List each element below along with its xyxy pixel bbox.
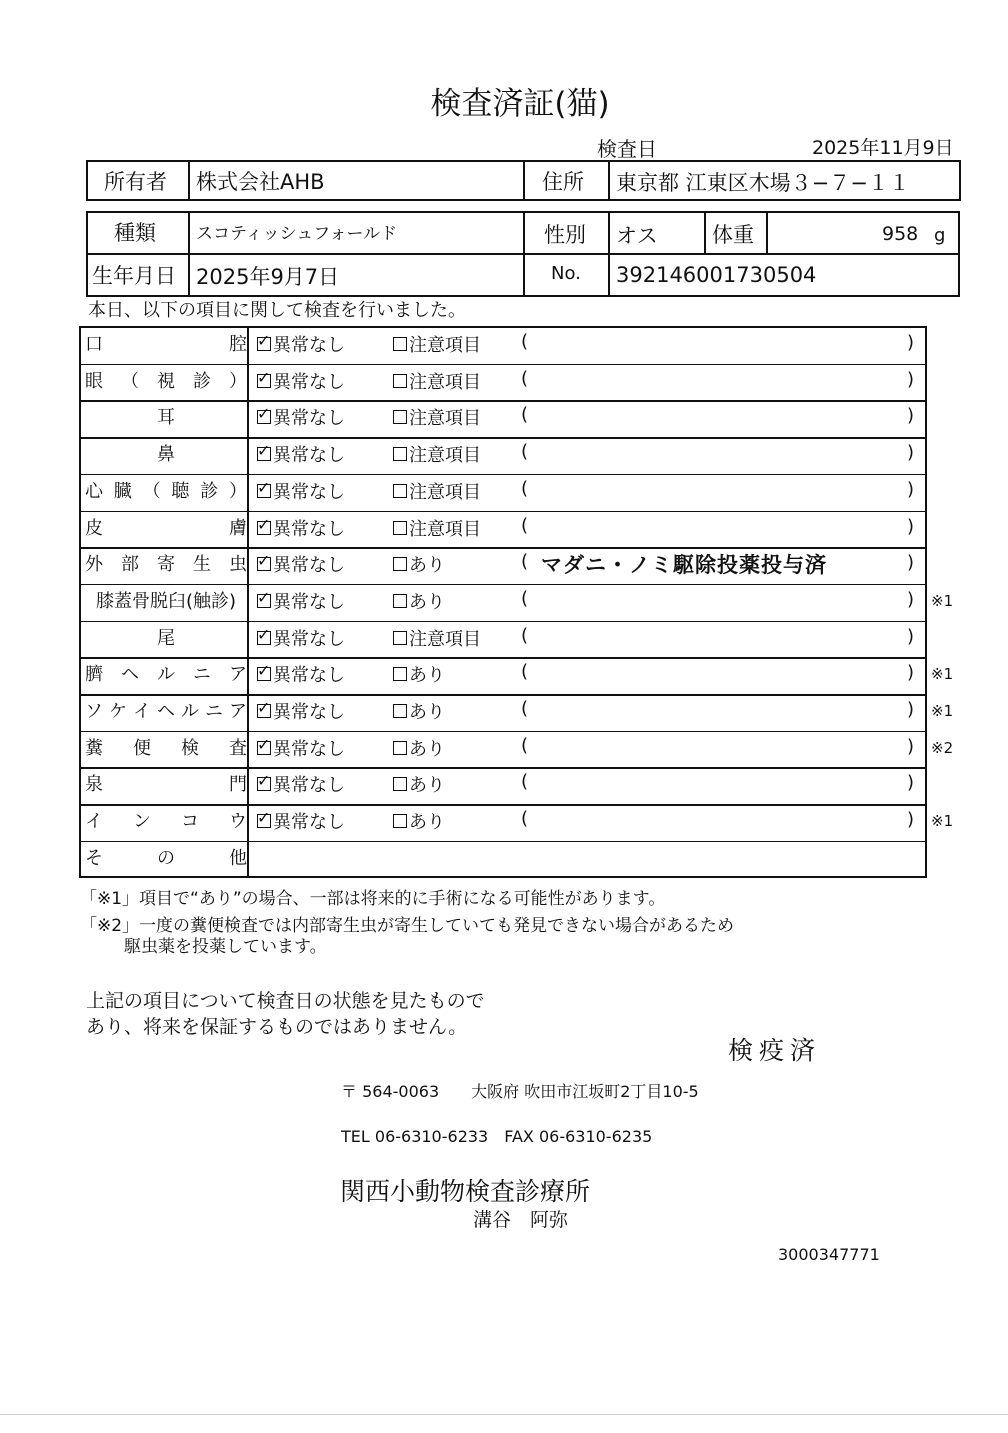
normal-option xyxy=(257,661,345,687)
paren-close: ) xyxy=(907,332,915,353)
normal-label: 異常なし xyxy=(273,408,345,430)
attention-label: 注意項目 xyxy=(409,335,481,356)
paren-close: ) xyxy=(907,699,915,720)
normal-option xyxy=(257,515,345,541)
attention-label: あり xyxy=(409,555,445,577)
item-note: ※1 xyxy=(931,591,954,610)
normal-label: 異常なし xyxy=(273,591,345,613)
item-name: 口 腔 xyxy=(85,334,247,355)
item-note: ※1 xyxy=(931,702,954,720)
paren-open: ( xyxy=(521,624,529,646)
paren-open: ( xyxy=(521,367,529,389)
type-value: スコティッシュフォールド xyxy=(196,224,398,244)
paren-close: ) xyxy=(907,405,915,427)
item-name: イ ン コ ウ xyxy=(85,811,247,833)
checkbox-checked-icon: ✓ xyxy=(257,698,271,717)
checkbox-empty-icon xyxy=(393,337,407,351)
intro-text: 本日、以下の項目に関して検査を行いました。 xyxy=(88,300,466,321)
normal-label: 異常なし xyxy=(273,518,345,540)
inspector-name: 溝谷 阿弥 xyxy=(473,1209,569,1231)
checkbox-empty-icon xyxy=(393,521,407,535)
inspection-row xyxy=(81,438,925,475)
normal-option xyxy=(257,404,345,430)
inspection-date-label: 検査日 xyxy=(597,137,657,161)
inspection-row xyxy=(81,328,925,365)
checkbox-empty-icon xyxy=(393,374,407,388)
item-name: ソ ケ イ ヘ ル ニ ア xyxy=(85,701,247,722)
attention-label: 注意項目 xyxy=(409,445,481,467)
clinic-name: 関西小動物検査診療所 xyxy=(340,1177,591,1206)
attention-option xyxy=(393,368,481,394)
attention-option xyxy=(393,661,445,687)
attention-option xyxy=(393,515,481,541)
attention-option xyxy=(393,771,445,797)
checkbox-empty-icon xyxy=(393,484,407,498)
attention-label: 注意項目 xyxy=(409,518,481,540)
item-name: 臍 ヘ ル ニ ア xyxy=(85,664,247,686)
paren-open: ( xyxy=(521,331,529,352)
checkbox-checked-icon: ✓ xyxy=(257,551,271,571)
owner-value: 株式会社AHB xyxy=(196,170,325,194)
normal-option xyxy=(257,735,345,761)
item-name: そ の 他 xyxy=(85,847,247,869)
normal-label: 異常なし xyxy=(273,775,345,797)
paren-open: ( xyxy=(521,734,529,756)
normal-label: 異常なし xyxy=(273,481,345,503)
type-label: 種類 xyxy=(114,221,156,245)
attention-label: 注意項目 xyxy=(409,628,481,650)
inspection-row xyxy=(81,512,925,549)
checkbox-checked-icon: ✓ xyxy=(257,404,271,424)
inspection-row xyxy=(81,401,925,438)
checkbox-empty-icon xyxy=(393,777,407,791)
item-note: ※1 xyxy=(931,665,954,684)
normal-label: 異常なし xyxy=(273,738,345,760)
normal-label: 異常なし xyxy=(273,371,345,393)
footnote-1: 「※1」項目で“あり”の場合、一部は将来的に手術になる可能性があります。 xyxy=(80,889,666,909)
normal-label: 異常なし xyxy=(273,445,345,467)
disclaimer: 上記の項目について検査日の状態を見たものであり、将来を保証するものではありません。 xyxy=(86,990,485,1038)
item-name: 外 部 寄 生 虫 xyxy=(85,554,247,576)
checkbox-empty-icon xyxy=(393,741,407,755)
checkbox-empty-icon xyxy=(393,631,407,645)
normal-option xyxy=(257,808,345,834)
attention-label: 注意項目 xyxy=(409,408,481,430)
paren-close: ) xyxy=(907,515,915,537)
attention-option xyxy=(393,588,445,614)
stamp-text: 検疫済 xyxy=(728,1036,822,1065)
attention-option xyxy=(393,698,445,724)
paren-close: ) xyxy=(907,625,915,647)
paren-open: ( xyxy=(521,661,529,683)
inspection-row xyxy=(81,548,925,585)
checkbox-checked-icon: ✓ xyxy=(257,367,271,387)
checkbox-empty-icon xyxy=(393,410,407,424)
normal-label: 異常なし xyxy=(273,665,345,687)
sex-label: 性別 xyxy=(544,223,586,247)
normal-option xyxy=(257,771,345,797)
item-note: ※1 xyxy=(931,812,954,831)
checkbox-checked-icon: ✓ xyxy=(257,514,271,534)
paren-open: ( xyxy=(521,808,529,830)
paren-close: ) xyxy=(907,809,915,831)
scan-edge-line xyxy=(0,1414,1008,1415)
inspection-row xyxy=(81,622,925,659)
paren-close: ) xyxy=(907,735,915,757)
attention-label: あり xyxy=(409,591,445,613)
attention-label: 注意項目 xyxy=(409,481,481,503)
item-note: ※2 xyxy=(931,738,954,757)
normal-option xyxy=(257,441,345,467)
checkbox-checked-icon: ✓ xyxy=(257,624,271,644)
document-title: 検査済証(猫) xyxy=(430,86,610,122)
checkbox-empty-icon xyxy=(393,814,407,828)
checkbox-checked-icon: ✓ xyxy=(257,441,271,461)
checkbox-checked-icon: ✓ xyxy=(257,808,271,828)
checkbox-checked-icon: ✓ xyxy=(257,661,271,681)
paren-open: ( xyxy=(521,587,529,609)
attention-option xyxy=(393,404,481,430)
normal-option xyxy=(257,478,345,504)
weight-value: 958 xyxy=(882,223,919,245)
normal-label: 異常なし xyxy=(273,335,345,356)
normal-option xyxy=(257,331,345,357)
checkbox-empty-icon xyxy=(393,667,407,681)
checkbox-checked-icon: ✓ xyxy=(257,477,271,497)
attention-label: あり xyxy=(409,812,445,834)
paren-open: ( xyxy=(521,514,529,536)
no-label: No. xyxy=(551,263,581,284)
checkbox-empty-icon xyxy=(393,704,407,718)
sex-value: オス xyxy=(616,224,658,248)
paren-close: ) xyxy=(907,478,915,500)
normal-option xyxy=(257,588,345,614)
paren-close: ) xyxy=(907,368,915,390)
attention-option xyxy=(393,551,445,577)
footnote-3: 駆虫薬を投薬しています。 xyxy=(124,937,327,957)
normal-label: 異常なし xyxy=(273,555,345,577)
checkbox-empty-icon xyxy=(393,594,407,608)
attention-option xyxy=(393,735,445,761)
paren-open: ( xyxy=(521,477,529,499)
item-name: 鼻 xyxy=(157,444,175,466)
attention-option xyxy=(393,331,481,357)
paren-open: ( xyxy=(521,698,529,719)
normal-option xyxy=(257,698,345,724)
attention-label: あり xyxy=(409,702,445,723)
birth-value: 2025年9月7日 xyxy=(196,265,340,289)
normal-option xyxy=(257,551,345,577)
inspection-row xyxy=(81,365,925,402)
pet-box xyxy=(86,211,960,297)
normal-option xyxy=(257,368,345,394)
item-name: 心 臓 （ 聴 診 ） xyxy=(85,480,247,502)
paren-open: ( xyxy=(521,404,529,426)
footnote-2: 「※2」一度の糞便検査では内部寄生虫が寄生していても発見できない場合があるため xyxy=(80,916,735,936)
attention-label: あり xyxy=(409,665,445,687)
inspection-table xyxy=(79,326,954,878)
birth-label: 生年月日 xyxy=(92,264,176,288)
paren-open: ( xyxy=(521,551,529,573)
paren-open: ( xyxy=(521,771,529,793)
normal-label: 異常なし xyxy=(273,628,345,650)
item-name: 皮 膚 xyxy=(85,517,247,539)
attention-option xyxy=(393,441,481,467)
checkbox-checked-icon: ✓ xyxy=(257,331,271,350)
inspection-date-value: 2025年11月9日 xyxy=(812,137,954,159)
inspection-row xyxy=(81,732,954,769)
item-name: 膝蓋骨脱臼(触診) xyxy=(95,590,237,612)
attention-label: あり xyxy=(409,775,445,797)
postal-address: 〒 564-0063 大阪府 吹田市江坂町2丁目10-5 xyxy=(341,1082,699,1101)
item-name: 眼 （ 視 診 ） xyxy=(85,370,247,392)
item-name: 尾 xyxy=(157,627,175,649)
paren-close: ) xyxy=(907,588,915,610)
inspection-row xyxy=(81,585,954,622)
checkbox-checked-icon: ✓ xyxy=(257,734,271,754)
inspection-row-other xyxy=(81,842,925,879)
checkbox-checked-icon: ✓ xyxy=(257,771,271,791)
normal-label: 異常なし xyxy=(273,702,345,723)
inspection-row xyxy=(81,768,925,805)
paren-close: ) xyxy=(907,772,915,794)
paren-close: ) xyxy=(907,662,915,684)
checkbox-checked-icon: ✓ xyxy=(257,587,271,607)
document-number: 3000347771 xyxy=(778,1245,880,1264)
owner-label: 所有者 xyxy=(104,170,167,194)
owner-box xyxy=(86,160,961,201)
weight-unit: g xyxy=(934,225,946,246)
item-detail: マダニ・ノミ駆除投薬投与済 xyxy=(541,553,827,578)
inspection-row xyxy=(81,805,954,842)
address-value: 東京都 江東区木場３−７−１１ xyxy=(616,171,910,195)
attention-option xyxy=(393,478,481,504)
item-name: 泉 門 xyxy=(85,774,247,796)
inspection-row xyxy=(81,475,925,512)
inspection-row xyxy=(81,695,954,732)
inspection-row xyxy=(81,658,954,695)
item-name: 耳 xyxy=(157,407,175,429)
attention-option xyxy=(393,625,481,651)
normal-option xyxy=(257,625,345,651)
attention-label: あり xyxy=(409,738,445,760)
item-name: 糞 便 検 査 xyxy=(85,737,247,759)
checkbox-empty-icon xyxy=(393,447,407,461)
checkbox-empty-icon xyxy=(393,557,407,571)
weight-label: 体重 xyxy=(712,223,754,247)
paren-close: ) xyxy=(907,442,915,464)
normal-label: 異常なし xyxy=(273,812,345,834)
no-value: 392146001730504 xyxy=(616,263,817,287)
attention-label: 注意項目 xyxy=(409,371,481,393)
phone-fax: TEL 06-6310-6233 FAX 06-6310-6235 xyxy=(341,1127,653,1146)
address-label: 住所 xyxy=(542,170,584,194)
attention-option xyxy=(393,808,445,834)
paren-close: ) xyxy=(907,552,915,574)
paren-open: ( xyxy=(521,441,529,463)
